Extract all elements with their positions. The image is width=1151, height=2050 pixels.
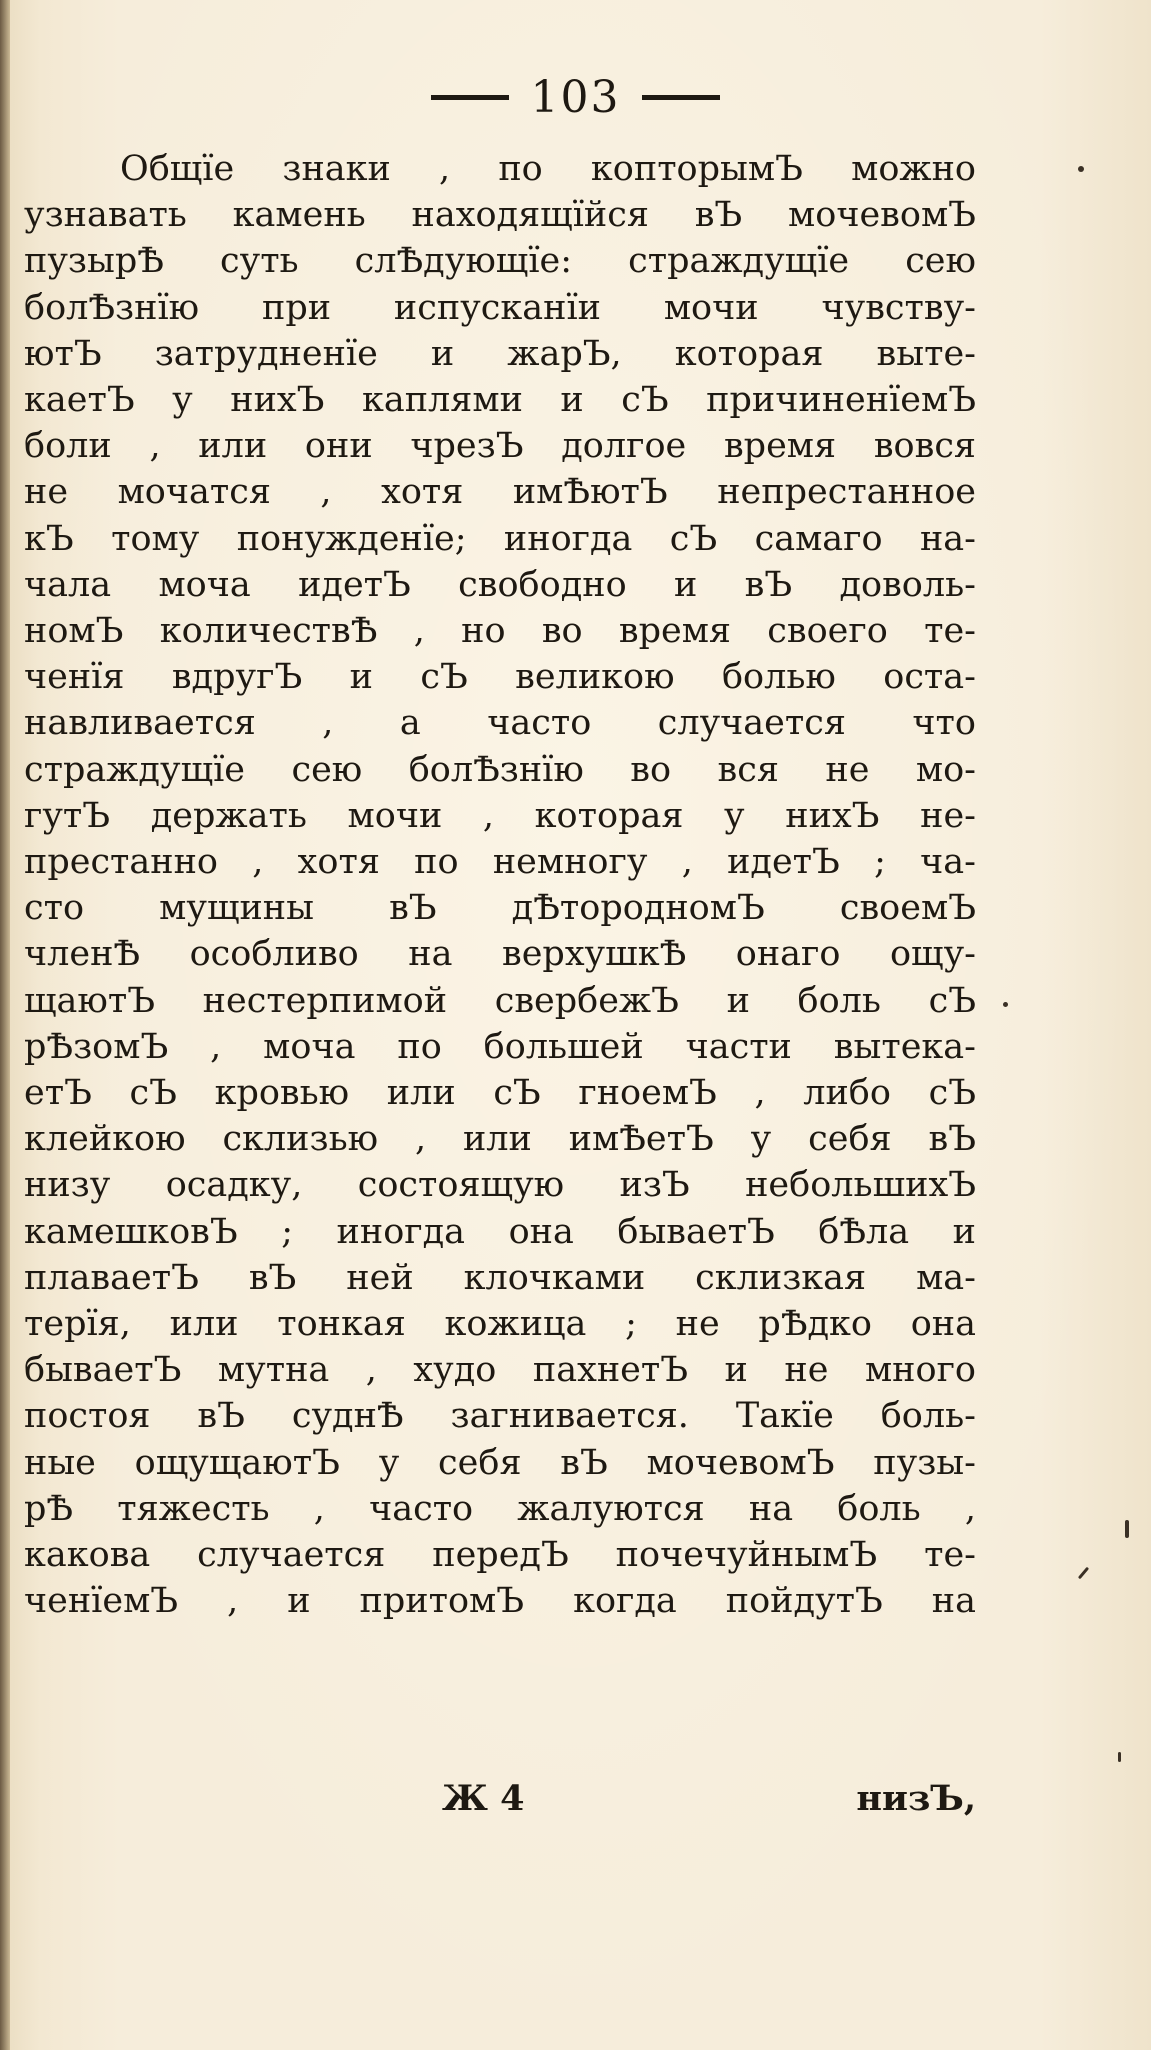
text-line: ютЪ затрудненïе и жарЪ, которая выте- — [24, 333, 976, 374]
text-line: постоя вЪ суднѢ загнивается. Такïе боль- — [24, 1396, 976, 1437]
text-line: низу осадку, состоящую изЪ небольшихЪ — [24, 1165, 976, 1206]
text-line: навливается , а часто случается что — [24, 703, 976, 744]
text-line: какова случается передЪ почечуйнымЪ те- — [24, 1535, 976, 1576]
text-line: бываетЪ мутна , худо пахнетЪ и не много — [24, 1350, 976, 1391]
text-line: ченïемЪ , и притомЪ когда пойдутЪ на — [24, 1581, 976, 1622]
text-line: камешковЪ ; иногда она бываетЪ бѢла и — [24, 1211, 976, 1252]
text-line: щаютЪ нестерпимой свербежЪ и боль сЪ — [24, 980, 976, 1021]
text-line: не мочатся , хотя имѢютЪ непрестанное — [24, 472, 976, 513]
header-rule-right — [642, 95, 720, 100]
text-line: страждущïе сею болѢзнïю во вся не мо- — [24, 749, 976, 790]
body-text — [24, 146, 976, 1625]
ink-speck — [1078, 1567, 1089, 1580]
text-line: пузырѢ суть слѢдующïе: страждущïе сею — [24, 241, 976, 282]
text-line: членѢ особливо на верхушкѢ онаго ощу- — [24, 934, 976, 975]
text-line: чала моча идетЪ свободно и вЪ доволь- — [24, 564, 976, 605]
text-line: боли , или они чрезЪ долгое время вовся — [24, 426, 976, 467]
text-line: престанно , хотя по немногу , идетЪ ; ча- — [24, 842, 976, 883]
ink-speck — [1118, 1752, 1121, 1762]
text-line: плаваетЪ вЪ ней клочками склизкая ма- — [24, 1257, 976, 1298]
text-line: сто мущины вЪ дѢтородномЪ своемЪ — [24, 888, 976, 929]
ink-speck — [1078, 166, 1084, 172]
text-line: рѢ тяжесть , часто жалуются на боль , — [24, 1488, 976, 1529]
text-line: терïя, или тонкая кожица ; не рѢдко она — [24, 1304, 976, 1345]
text-line: етЪ сЪ кровью или сЪ гноемЪ , либо сЪ — [24, 1073, 976, 1114]
page-number: 103 — [530, 72, 621, 123]
signature-mark: Ж 4 — [442, 1778, 525, 1819]
text-line: каетЪ у нихЪ каплями и сЪ причиненïемЪ — [24, 380, 976, 421]
ink-speck — [1003, 1002, 1008, 1007]
text-line: ные ощущаютЪ у себя вЪ мочевомЪ пузы- — [24, 1442, 976, 1483]
page-header — [0, 72, 1151, 123]
page-binding-edge — [0, 0, 10, 2050]
text-line: ченïя вдругЪ и сЪ великою болью оста- — [24, 657, 976, 698]
text-line: гутЪ держать мочи , которая у нихЪ не- — [24, 795, 976, 836]
text-line: болѢзнïю при испусканïи мочи чувству- — [24, 287, 976, 328]
page-footer — [24, 1778, 976, 1830]
ink-speck — [1125, 1520, 1129, 1538]
text-line: номЪ количествѢ , но во время своего те- — [24, 611, 976, 652]
text-line: Общïе знаки , по копторымЪ можно — [120, 149, 976, 189]
text-line: клейкою склизью , или имѢетЪ у себя вЪ — [24, 1119, 976, 1160]
text-line: кЪ тому понужденïе; иногда сЪ самаго на- — [24, 518, 976, 559]
header-rule-left — [431, 95, 509, 100]
text-line: узнавать камень находящïйся вЪ мочевомЪ — [24, 195, 976, 236]
text-line: рѢзомЪ , моча по большей части вытека- — [24, 1026, 976, 1067]
catchword: низЪ, — [856, 1778, 976, 1819]
